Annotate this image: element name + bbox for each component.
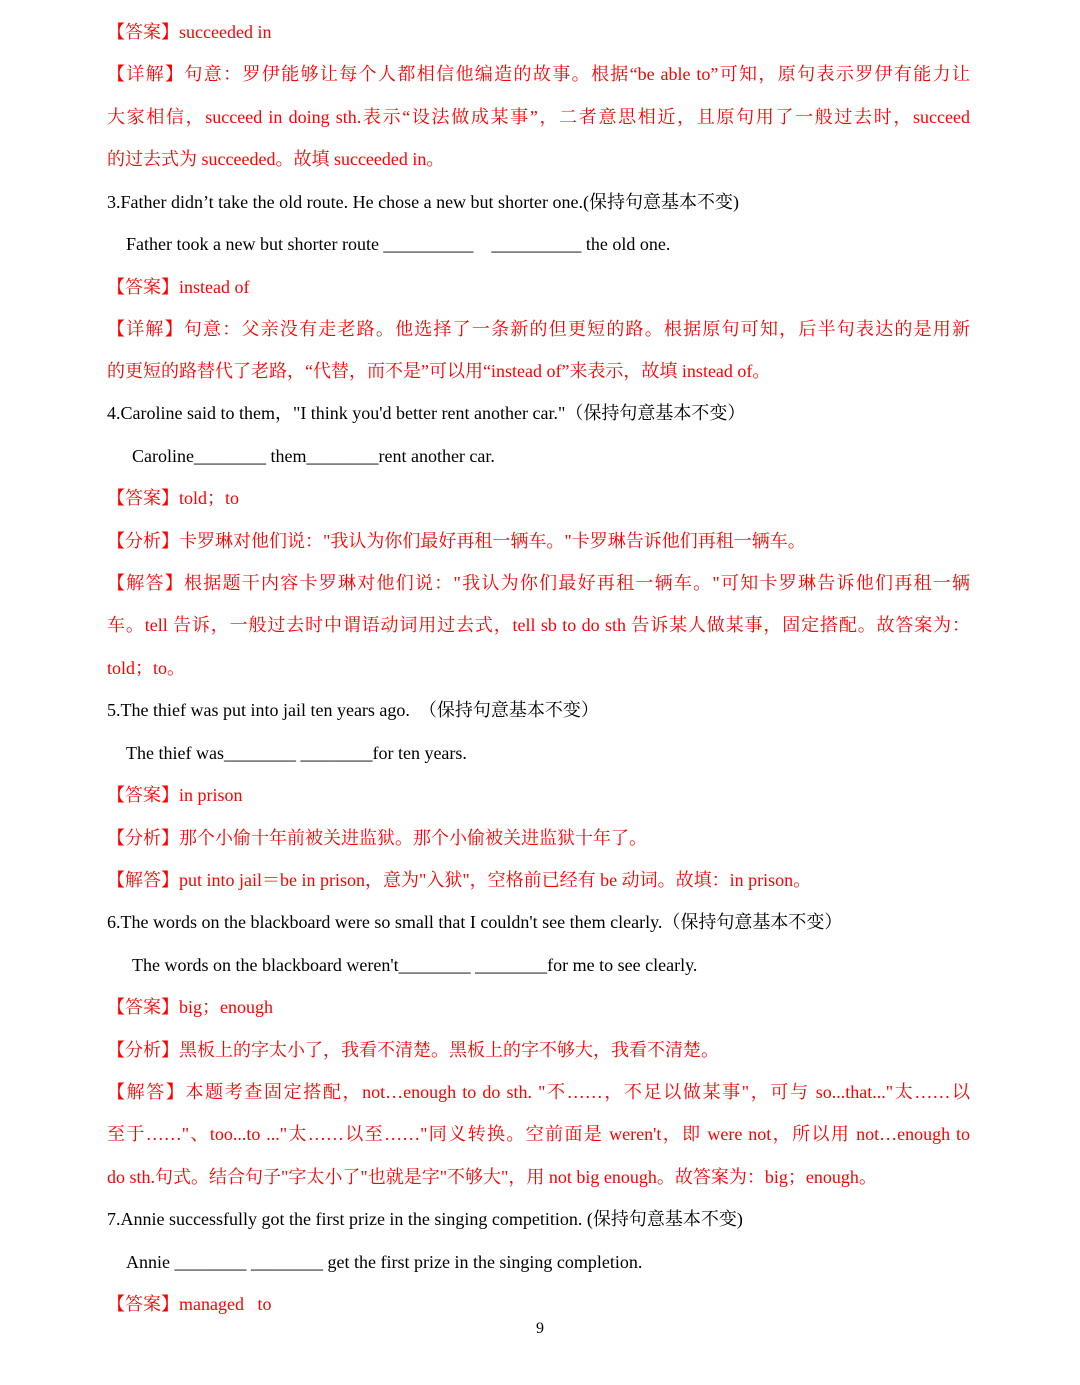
- answer-line: 【答案】told；to: [107, 488, 240, 508]
- question-4: 4.Caroline said to them，"I think you'd better rent another car."（保持句意基本不变）: [107, 403, 746, 423]
- answer-line: 【答案】in prison: [107, 785, 243, 805]
- question-6-blank-sentence: The words on the blackboard weren't________ ________for me to see clearly.: [132, 955, 698, 975]
- question-3: 3.Father didn’t take the old route. He chose a new but shorter one.(保持句意基本不变): [107, 192, 740, 212]
- question-6: 6.The words on the blackboard were so small that I couldn't see them clearly.（保持句意基本不变）: [107, 912, 843, 932]
- analysis-line: 【分析】卡罗琳对他们说："我认为你们最好再租一辆车。"卡罗琳告诉他们再租一辆车。: [107, 531, 806, 551]
- explanation-line: 的过去式为 succeeded。故填 succeeded in。: [107, 149, 445, 169]
- explanation-line: 大家相信，succeed in doing sth.表示“设法做成某事”，二者意思相近，且原句用了一般过去时，succeed: [107, 107, 970, 127]
- answer-line: 【答案】big；enough: [107, 997, 273, 1017]
- answer-line: 【答案】succeeded in: [107, 22, 272, 42]
- explanation-line: 【详解】句意：父亲没有走老路。他选择了一条新的但更短的路。根据原句可知，后半句表达的是用新: [107, 319, 970, 339]
- solution-line: 【解答】put into jail＝be in prison，意为"入狱"，空格前已经有 be 动词。故填：in prison。: [107, 870, 812, 890]
- solution-line: 【解答】本题考查固定搭配，not…enough to do sth. "不……，不足以做某事"，可与 so...that..."太……以: [107, 1082, 970, 1102]
- explanation-line: 【详解】句意：罗伊能够让每个人都相信他编造的故事。根据“be able to”可知，原句表示罗伊有能力让: [107, 64, 970, 84]
- answer-line: 【答案】instead of: [107, 277, 250, 297]
- solution-line: 车。tell 告诉，一般过去时中谓语动词用过去式，tell sb to do sth 告诉某人做某事，固定搭配。故答案为：: [107, 615, 970, 635]
- question-5: 5.The thief was put into jail ten years ago. （保持句意基本不变）: [107, 700, 599, 720]
- page-number: 9: [536, 1320, 544, 1337]
- solution-line: told；to。: [107, 658, 186, 678]
- solution-line: do sth.句式。结合句子"字太小了"也就是字"不够大"，用 not big enough。故答案为：big；enough。: [107, 1167, 877, 1187]
- answer-line: 【答案】managed to: [107, 1294, 272, 1314]
- solution-line: 至于……"、too...to ..."太……以至……"同义转换。空前面是 weren't，即 were not，所以用 not…enough to: [107, 1124, 970, 1144]
- question-4-blank-sentence: Caroline________ them________rent another car.: [132, 446, 495, 466]
- question-7-blank-sentence: Annie ________ ________ get the first prize in the singing completion.: [126, 1252, 643, 1272]
- explanation-line: 的更短的路替代了老路，“代替，而不是”可以用“instead of”来表示，故填 instead of。: [107, 361, 771, 381]
- question-5-blank-sentence: The thief was________ ________for ten years.: [126, 743, 467, 763]
- question-3-blank-sentence: Father took a new but shorter route __________ __________ the old one.: [126, 234, 671, 254]
- solution-line: 【解答】根据题干内容卡罗琳对他们说："我认为你们最好再租一辆车。"可知卡罗琳告诉他们再租一辆: [107, 573, 970, 593]
- analysis-line: 【分析】黑板上的字太小了，我看不清楚。黑板上的字不够大，我看不清楚。: [107, 1040, 719, 1060]
- analysis-line: 【分析】那个小偷十年前被关进监狱。那个小偷被关进监狱十年了。: [107, 828, 647, 848]
- question-7: 7.Annie successfully got the first prize in the singing competition. (保持句意基本不变): [107, 1209, 743, 1229]
